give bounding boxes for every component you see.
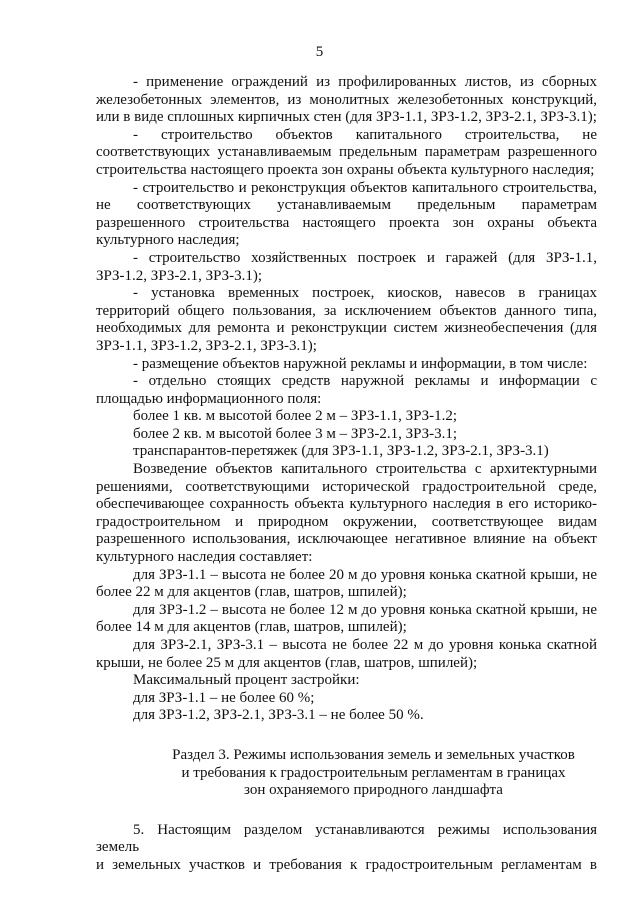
restriction-advertising: - размещение объектов наружной рекламы и информации, в том числе: bbox=[133, 355, 588, 372]
restriction-fences: - применение ограждений из профилированных листов, из сборных железобетонных элементов, из монолитных железобетонных конструкций, или в виде сплошных кирпичных стен (для ЗРЗ-1.1, ЗРЗ-1.2, ЗРЗ-2.1, ЗРЗ-3.1); bbox=[96, 74, 597, 126]
restriction-construction: - строительство объектов капитального строительства, не соответствующих устанавливаемым предельным параметрам разрешенного строительства настоящего проекта зон охраны объекта культурного наследия; bbox=[96, 126, 597, 178]
height-rule-zrz-2-1-3-1: для ЗРЗ-2.1, ЗРЗ-3.1 – высота не более 22 м до уровня конька скатной крыши, не более 25 м для акцентов (глав, шатров, шпилей); bbox=[96, 637, 597, 671]
page-number: 5 bbox=[315, 44, 324, 60]
ad-banners-rule: транспарантов-перетяжек (для ЗРЗ-1.1, ЗРЗ-1.2, ЗРЗ-2.1, ЗРЗ-3.1) bbox=[133, 443, 549, 460]
section-heading bbox=[96, 747, 597, 800]
section-heading-line-1: Раздел 3. Режимы использования земель и земельных участков bbox=[172, 746, 575, 763]
section-heading-line-2: и требования к градостроительным регламентам в границах bbox=[181, 764, 566, 781]
document-body bbox=[96, 74, 597, 875]
height-rule-zrz-1-1: для ЗРЗ-1.1 – высота не более 20 м до уровня конька скатной крыши, не более 22 м для акцентов (глав, шатров, шпилей); bbox=[96, 566, 597, 601]
final-paragraph-line-2: и земельных участков и требования к градостроительным регламентам в bbox=[96, 856, 597, 873]
restriction-temporary-structures: - установка временных построек, киосков, навесов в границах территорий общего пользования, за исключением объектов данного типа, необходимых для ремонта и реконструкции систем жизнеобеспечения (для ЗРЗ-1.1, ЗРЗ-1.2, ЗРЗ-2.1, ЗРЗ-3.1); bbox=[96, 285, 597, 354]
restriction-reconstruction: - строительство и реконструкция объектов капитального строительства, не соответствующих устанавливаемым предельным параметрам разрешенного строительства настоящего проекта зон охраны объекта культурного наследия; bbox=[96, 179, 597, 249]
section-heading-line-3: зон охраняемого природного ландшафта bbox=[244, 782, 503, 799]
construction-requirements: Возведение объектов капитального строительства с архитектурными решениями, соответствующими исторической градостроительной среде, обеспечивающее сохранность объекта культурного наследия в его историко-градостроительном и природном окружении, соответствующее видам разрешенного использования, исключающее негативное влияние на объект культурного наследия составляет: bbox=[96, 461, 597, 566]
max-coverage-other: для ЗРЗ-1.2, ЗРЗ-2.1, ЗРЗ-3.1 – не более 50 %. bbox=[133, 707, 424, 724]
ad-size-rule-1: более 1 кв. м высотой более 2 м – ЗРЗ-1.1, ЗРЗ-1.2; bbox=[133, 408, 458, 425]
max-coverage-zrz-1-1: для ЗРЗ-1.1 – не более 60 %; bbox=[133, 689, 315, 706]
height-rule-zrz-1-2: для ЗРЗ-1.2 – высота не более 12 м до уровня конька скатной крыши, не более 14 м для акцентов (глав, шатров, шпилей); bbox=[96, 601, 597, 636]
final-paragraph-line-1: 5. Настоящим разделом устанавливаются режимы использования земель bbox=[96, 821, 597, 856]
max-coverage-heading: Максимальный процент застройки: bbox=[133, 672, 360, 689]
restriction-outbuildings: - строительство хозяйственных построек и гаражей (для ЗРЗ-1.1, ЗРЗ-1.2, ЗРЗ-2.1, ЗРЗ-3.1); bbox=[96, 249, 597, 284]
ad-size-rule-2: более 2 кв. м высотой более 3 м – ЗРЗ-2.1, ЗРЗ-3.1; bbox=[133, 425, 458, 442]
restriction-standalone-ads: - отдельно стоящих средств наружной рекламы и информации с площадью информационного поля: bbox=[96, 373, 597, 407]
